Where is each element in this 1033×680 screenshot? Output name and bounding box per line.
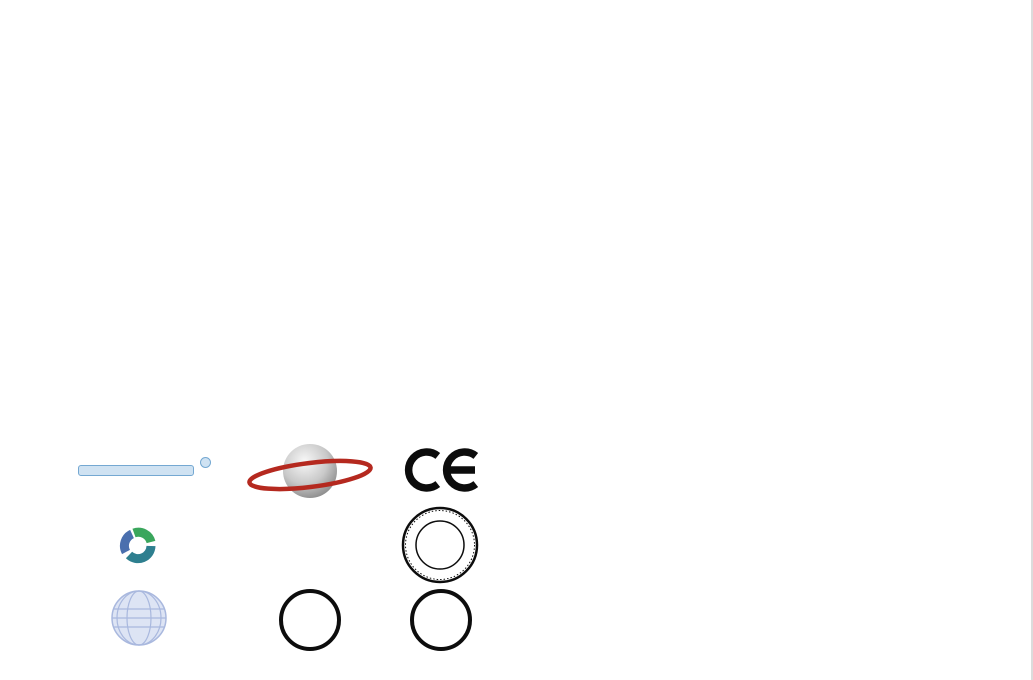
registered-mark-icon [200,457,211,468]
encompass-logo [230,430,390,510]
oiml-globe-icon [94,588,184,652]
oiml-logo [48,580,230,660]
ntep-seal-icon [400,505,480,585]
ul-logo [230,580,390,660]
profibus-subtitle [78,465,194,476]
modconnect-logo [48,510,230,580]
ce-mark-logo [390,430,490,510]
cul-logo [390,580,490,660]
ntep-seal-logo [390,510,490,580]
ce-mark-icon [402,447,478,493]
certification-logo-grid [48,430,490,660]
devicenet-logo [230,510,390,580]
encompass-logo-icon [244,433,376,507]
modconnect-icon [118,525,158,565]
profibus-logo [48,430,230,510]
